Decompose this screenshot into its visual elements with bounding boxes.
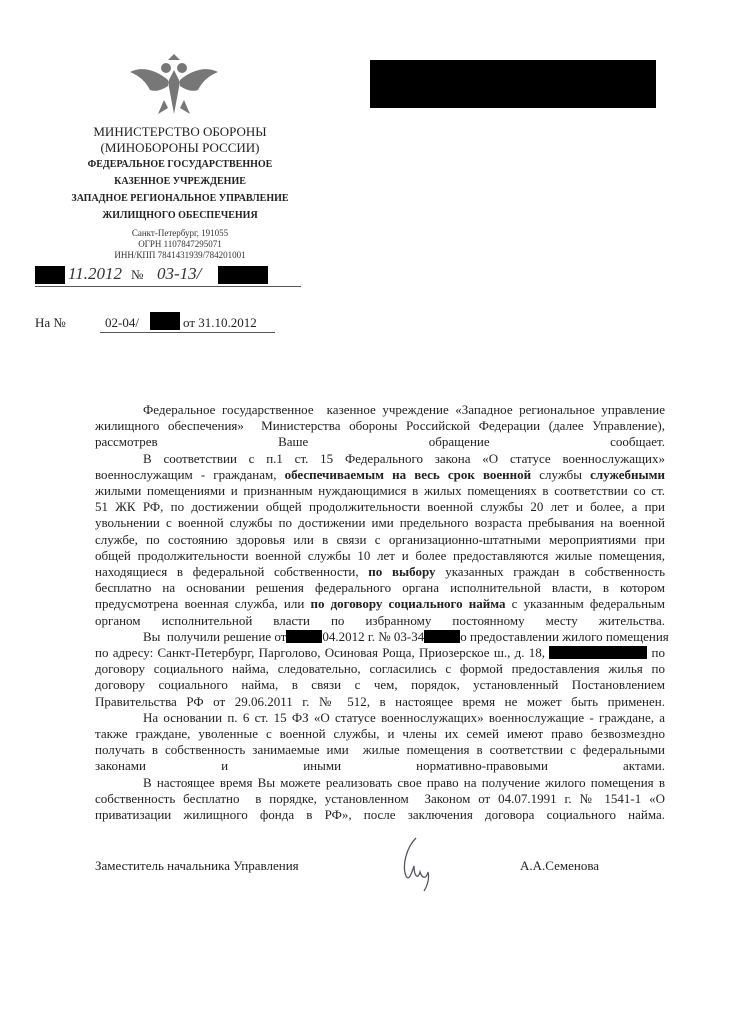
text-segment: В соответствии с п.1 ст. 15 Федерального закона «О статусе военнослужащих»: [143, 450, 665, 466]
bold-text-segment: обеспечиваемым на весь срок военной: [284, 466, 532, 482]
text-segment: о предоставлении жилого помещения: [460, 628, 669, 644]
text-segment: службы: [531, 466, 591, 482]
paragraph: [95, 451, 665, 629]
text-line: [95, 515, 665, 531]
org-inn: ИНН/КПП 7841431939/784201001: [114, 250, 246, 260]
org-name-line: МИНИСТЕРСТВО ОБОРОНЫ: [93, 124, 267, 139]
text-line: [95, 418, 665, 434]
text-line: [95, 613, 665, 629]
org-bold-line: ЗАПАДНОЕ РЕГИОНАЛЬНОЕ УПРАВЛЕНИЕ: [71, 193, 289, 204]
org-bold-line: КАЗЕННОЕ УЧРЕЖДЕНИЕ: [114, 176, 246, 187]
text-segment: военнослужащим - гражданам,: [95, 466, 285, 482]
org-name-line: (МИНОБОРОНЫ РОССИИ): [100, 140, 260, 155]
text-line: [95, 694, 665, 710]
outgoing-date-number-line: [35, 262, 301, 287]
text-segment: В настоящее время Вы можете реализовать свое право на получение жилого помещения в: [143, 774, 665, 790]
text-line: [95, 434, 665, 450]
text-line: [95, 499, 665, 515]
text-segment: службе, по состоянию здоровья или в связи с организационно-штатными мероприятиями при: [95, 531, 665, 547]
text-line: [95, 564, 665, 580]
paragraph: [95, 628, 669, 710]
ref-number: 02-04/: [105, 315, 139, 330]
signer-name: А.А.Семенова: [520, 858, 600, 873]
handwritten-signature: [400, 836, 440, 892]
text-line: [95, 677, 665, 693]
text-segment: Вы получили решение от: [143, 628, 287, 644]
text-segment: законами и иными нормативно-правовыми актами.: [95, 758, 665, 774]
text-segment: Федеральное государственное казенное учреждение «Западное региональное управление: [143, 402, 665, 417]
ref-label: На №: [35, 315, 66, 330]
text-line: [95, 628, 669, 645]
redacted-recipient-block: [370, 60, 656, 108]
text-segment: получать в собственность занимаемые ими жилые помещения в соответствии с федеральными: [95, 742, 665, 758]
text-segment: находящиеся в федеральной собственности,: [95, 564, 369, 580]
text-segment: указанных граждан в собственность: [435, 564, 665, 580]
text-segment: На основании п. 6 ст. 15 ФЗ «О статусе военнослужащих» военнослужащие - граждане, а: [143, 709, 665, 725]
redacted-number: [218, 266, 268, 284]
text-segment: с указанным федеральным: [505, 596, 665, 612]
reference-line: [35, 310, 275, 334]
redacted-day: [35, 266, 65, 284]
text-segment: договору социального найма, следовательно, согласились с формой предоставления жилья по: [95, 661, 665, 677]
text-segment: жилыми помещениями и признанным нуждающимися в жилых помещениях в соответствии со ст.: [95, 483, 665, 499]
text-line: [95, 807, 665, 823]
text-line: [95, 548, 665, 564]
signer-position: Заместитель начальника Управления: [95, 858, 299, 873]
ref-date: от 31.10.2012: [183, 315, 257, 330]
text-line: [95, 580, 665, 596]
outgoing-date: 11.2012: [68, 264, 122, 283]
text-segment: общей продолжительности военной службы 10 лет и более предоставляются жилые помещения,: [95, 547, 665, 563]
text-segment: собственность бесплатно в порядке, установленном Законом от 04.07.1991 г. № 1541-1 «О: [95, 790, 665, 806]
double-headed-eagle-emblem: [128, 52, 220, 122]
org-address: Санкт-Петербург, 191055: [131, 228, 229, 238]
text-line: [95, 710, 665, 726]
org-bold-line: ЖИЛИЩНОГО ОБЕСПЕЧЕНИЯ: [102, 210, 258, 221]
text-segment: рассмотрев Ваше обращение сообщает.: [95, 434, 665, 450]
text-line: [95, 467, 665, 483]
text-segment: также граждане, уволенные с военной службы, и члены их семей имеют право безвозмездно: [95, 726, 665, 742]
paragraph: [95, 775, 665, 824]
letter-body: [95, 402, 669, 823]
org-bold-line: ФЕДЕРАЛЬНОЕ ГОСУДАРСТВЕННОЕ: [87, 159, 273, 170]
text-segment: органом исполнительной власти по избранному постоянному месту жительства.: [95, 612, 665, 628]
text-line: [95, 661, 665, 677]
redacted-text: [424, 630, 460, 643]
organization-block: [60, 124, 300, 261]
text-segment: Правительства РФ от 29.06.2011 г. № 512, в настоящее время не может быть применен.: [95, 693, 665, 709]
text-line: [95, 791, 665, 807]
bold-text-segment: по договору социального найма: [310, 596, 506, 612]
text-line: [95, 775, 665, 791]
text-segment: предусмотрена военная служба, или: [95, 596, 311, 612]
paragraph: [95, 402, 665, 451]
text-line: [95, 596, 665, 612]
text-segment: по: [647, 645, 665, 661]
redacted-text: [549, 646, 647, 659]
text-line: [95, 742, 665, 758]
text-line: [95, 402, 665, 418]
bold-text-segment: по выбору: [368, 564, 436, 580]
redacted-text: [286, 630, 322, 643]
text-segment: приватизации жилищного фонда в РФ», после заключения договора социального найма.: [95, 807, 665, 823]
text-segment: по адресу: Санкт-Петербург, Парголово, Осиновая Роща, Приозерское ш., д. 18,: [95, 645, 550, 661]
number-sign: №: [131, 267, 144, 282]
bold-text-segment: служебными: [590, 466, 666, 482]
org-ogrn: ОГРН 1107847295071: [138, 239, 222, 249]
redacted-ref-number: [150, 312, 180, 330]
text-segment: 51 ЖК РФ, по достижении общей продолжительности военной службы 20 лет и более, а при: [95, 499, 665, 515]
text-line: [95, 645, 665, 661]
text-segment: 04.2012 г. № 03-34: [322, 628, 425, 644]
text-line: [95, 532, 665, 548]
text-line: [95, 726, 665, 742]
text-segment: жилищного обеспечения» Министерства обороны Российской Федерации (далее Управление),: [95, 418, 665, 434]
text-line: [95, 483, 665, 499]
text-segment: бесплатно на основании решения федерального органа исполнительной власти, в котором: [95, 580, 665, 596]
text-line: [95, 758, 665, 774]
text-segment: увольнении с военной службы по достижении ими предельного возраста пребывания на военной: [95, 515, 665, 531]
text-line: [95, 451, 665, 467]
outgoing-number: 03-13/: [157, 264, 202, 283]
paragraph: [95, 710, 665, 775]
text-segment: договору социального найма, в связи с чем, порядок, установленный Постановлением: [95, 677, 665, 693]
